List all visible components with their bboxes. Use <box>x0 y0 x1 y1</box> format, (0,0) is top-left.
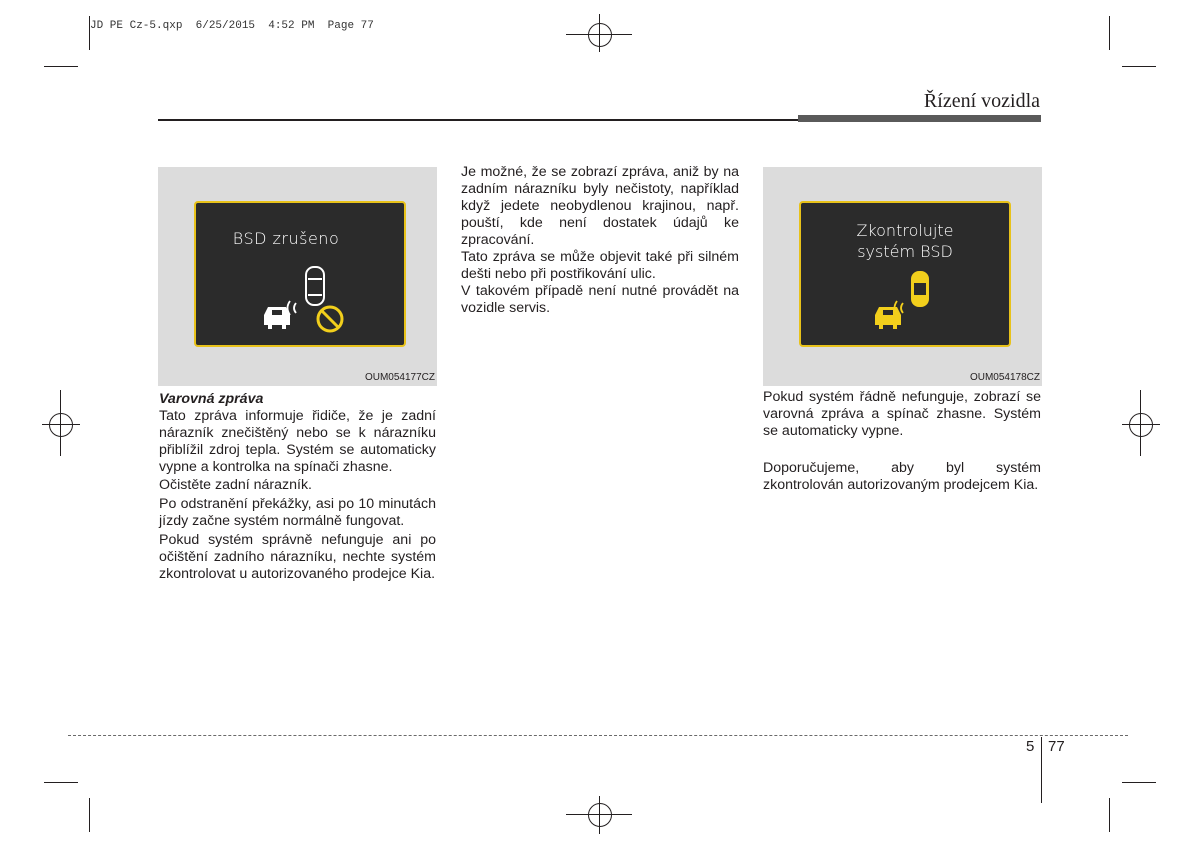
display-message-line2: systém BSD <box>857 242 953 261</box>
display-message: BSD zrušeno <box>232 229 340 248</box>
registration-crosshair <box>60 390 61 456</box>
bsd-warning-cars-icon <box>801 203 1009 345</box>
paragraph: Tato zpráva informuje řidiče, že je zadní nárazník znečištěný nebo se k nárazníku přiblížil zdroj tepla. Systém se automaticky vypne a kontrolka na spínači zhasne. <box>159 408 436 475</box>
column-right <box>763 389 1041 494</box>
paragraph: Pokud systém řádně nefunguje, zobrazí se varovná zpráva a spínač zhasne. Systém se automaticky vypne. <box>763 389 1041 439</box>
paragraph: Je možné, že se zobrazí zpráva, aniž by na zadním nárazníku byly nečistoty, například když jedete neobydlenou krajinou, např. pouští, kde není dostatek údajů ke zpracování. <box>461 164 739 248</box>
registration-mark <box>588 803 612 827</box>
registration-crosshair <box>599 14 600 52</box>
registration-mark <box>49 413 73 437</box>
crop-mark <box>1109 16 1110 50</box>
crop-mark <box>44 782 78 783</box>
paragraph: Doporučujeme, aby byl systém zkontrolován autorizovaným prodejcem Kia. <box>763 460 1041 493</box>
paragraph: Pokud systém správně nefunguje ani po očištění zadního nárazníku, nechte systém zkontrolovat u autorizovaného prodejce Kia. <box>159 532 436 582</box>
header-rule <box>158 119 798 121</box>
column-middle <box>461 164 739 317</box>
paragraph: Po odstranění překážky, asi po 10 minutách jízdy začne systém normálně fungovat. <box>159 496 436 529</box>
subheading-warning-message: Varovná zpráva <box>159 391 264 407</box>
section-title: Řízení vozidla <box>923 90 1040 112</box>
crop-mark <box>89 798 90 832</box>
paragraph: V takovém případě není nutné provádět na vozidle servis. <box>461 283 739 316</box>
figure-bsd-cancelled <box>158 167 437 386</box>
print-slug: JD PE Cz-5.qxp 6/25/2015 4:52 PM Page 77 <box>90 20 374 32</box>
registration-crosshair <box>1140 390 1141 456</box>
paragraph: Tato zpráva se může objevit také při silném dešti nebo při postřikování ulic. <box>461 249 739 282</box>
registration-mark <box>588 23 612 47</box>
display-message-line1: Zkontrolujte <box>856 221 954 240</box>
crop-mark <box>1122 782 1156 783</box>
footer-dotted-rule <box>68 735 1128 736</box>
crop-mark <box>1122 66 1156 67</box>
crop-mark <box>1109 798 1110 832</box>
cluster-display <box>799 201 1011 347</box>
figure-caption: OUM054177CZ <box>364 372 435 383</box>
paragraph: Očistěte zadní nárazník. <box>159 477 312 493</box>
registration-crosshair <box>599 796 600 834</box>
page-number: 77 <box>1048 738 1065 755</box>
registration-mark <box>1129 413 1153 437</box>
header-rule-accent <box>798 115 1041 122</box>
figure-caption: OUM054178CZ <box>969 372 1040 383</box>
cluster-display <box>194 201 406 347</box>
registration-crosshair <box>1122 424 1160 425</box>
bsd-cars-icon <box>196 203 404 345</box>
registration-crosshair <box>42 424 80 425</box>
figure-check-bsd <box>763 167 1042 386</box>
page-number-divider <box>1041 737 1042 803</box>
column-left <box>159 391 436 583</box>
chapter-number: 5 <box>1026 738 1035 755</box>
crop-mark <box>44 66 78 67</box>
